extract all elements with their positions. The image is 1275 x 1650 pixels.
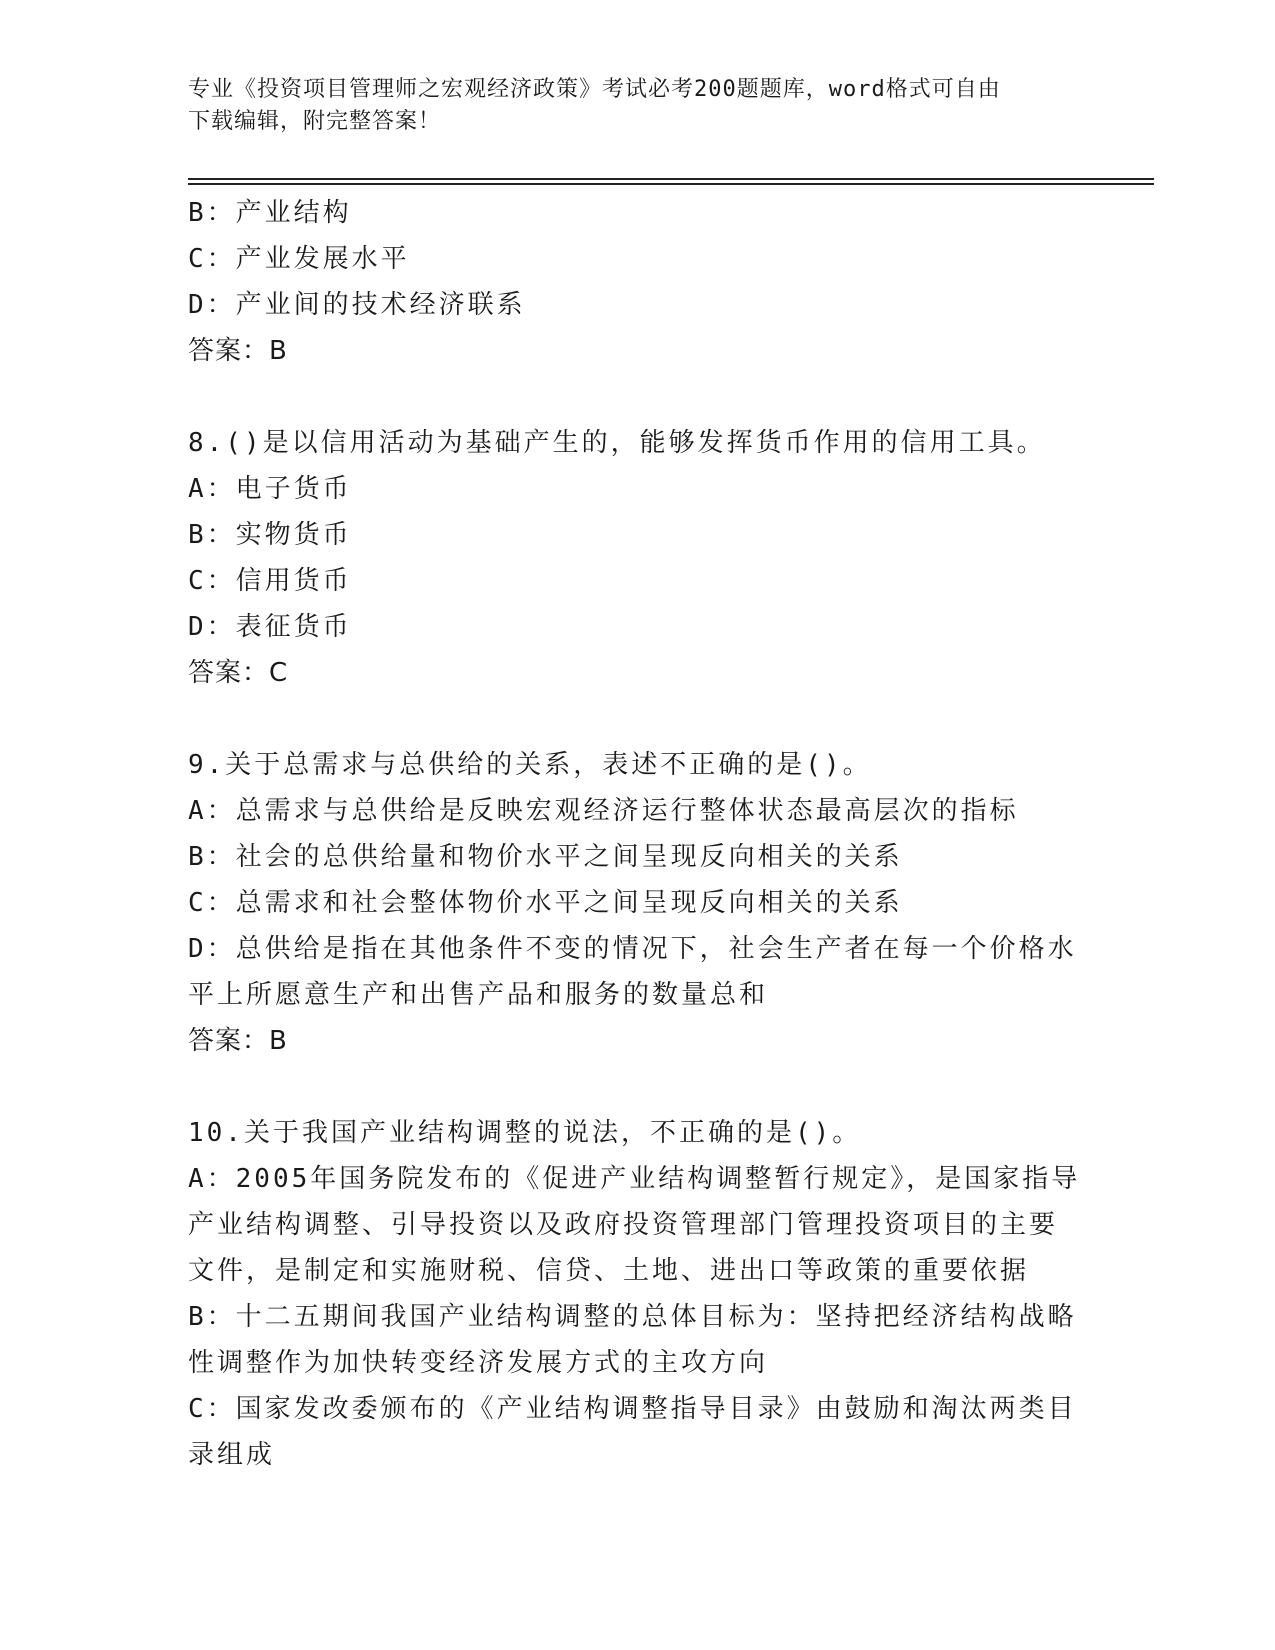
question-7-tail (188, 190, 1088, 374)
option-b: B：产业结构 (188, 198, 352, 228)
spacer (188, 374, 1088, 420)
spacer (188, 696, 1088, 742)
question-9 (188, 742, 1088, 1064)
question-content (188, 190, 1088, 1478)
option-a: A：总需求与总供给是反映宏观经济运行整体状态最高层次的指标 (188, 796, 1019, 826)
answer: 答案：B (188, 1026, 288, 1056)
header-rule-top (188, 178, 1154, 180)
option-c: C：总需求和社会整体物价水平之间呈现反向相关的关系 (188, 888, 903, 918)
option-d-continued: 平上所愿意生产和出售产品和服务的数量总和 (188, 980, 769, 1010)
question-text: 10.关于我国产业结构调整的说法，不正确的是()。 (188, 1118, 862, 1148)
option-d: D：表征货币 (188, 612, 352, 642)
option-a-continued: 产业结构调整、引导投资以及政府投资管理部门管理投资项目的主要 (188, 1210, 1059, 1240)
option-b: B：十二五期间我国产业结构调整的总体目标为：坚持把经济结构战略 (188, 1302, 1077, 1332)
option-a: A：电子货币 (188, 474, 352, 504)
option-b: B：社会的总供给量和物价水平之间呈现反向相关的关系 (188, 842, 903, 872)
option-c: C：国家发改委颁布的《产业结构调整指导目录》由鼓励和淘汰两类目 (188, 1394, 1077, 1424)
question-text: 9.关于总需求与总供给的关系，表述不正确的是()。 (188, 750, 872, 780)
option-c: C：产业发展水平 (188, 244, 410, 274)
option-c-continued: 录组成 (188, 1440, 276, 1470)
answer: 答案：B (188, 336, 288, 366)
option-a: A：2005年国务院发布的《促进产业结构调整暂行规定》，是国家指导 (188, 1164, 1081, 1194)
question-8 (188, 420, 1088, 696)
answer: 答案：C (188, 658, 289, 688)
question-text: 8.()是以信用活动为基础产生的，能够发挥货币作用的信用工具。 (188, 428, 1046, 458)
spacer (188, 1064, 1088, 1110)
option-d: D：总供给是指在其他条件不变的情况下，社会生产者在每一个价格水 (188, 934, 1077, 964)
option-b: B：实物货币 (188, 520, 352, 550)
option-a-continued: 文件，是制定和实施财税、信贷、土地、进出口等政策的重要依据 (188, 1256, 1030, 1286)
page-header (188, 74, 1068, 138)
option-d: D：产业间的技术经济联系 (188, 290, 526, 320)
option-c: C：信用货币 (188, 566, 352, 596)
option-b-continued: 性调整作为加快转变经济发展方式的主攻方向 (188, 1348, 769, 1378)
header-line-1: 专业《投资项目管理师之宏观经济政策》考试必考200题题库，word格式可自由 (188, 77, 1001, 102)
header-line-2: 下载编辑，附完整答案！ (188, 109, 442, 134)
header-rule-bottom (188, 183, 1154, 185)
question-10 (188, 1110, 1088, 1478)
